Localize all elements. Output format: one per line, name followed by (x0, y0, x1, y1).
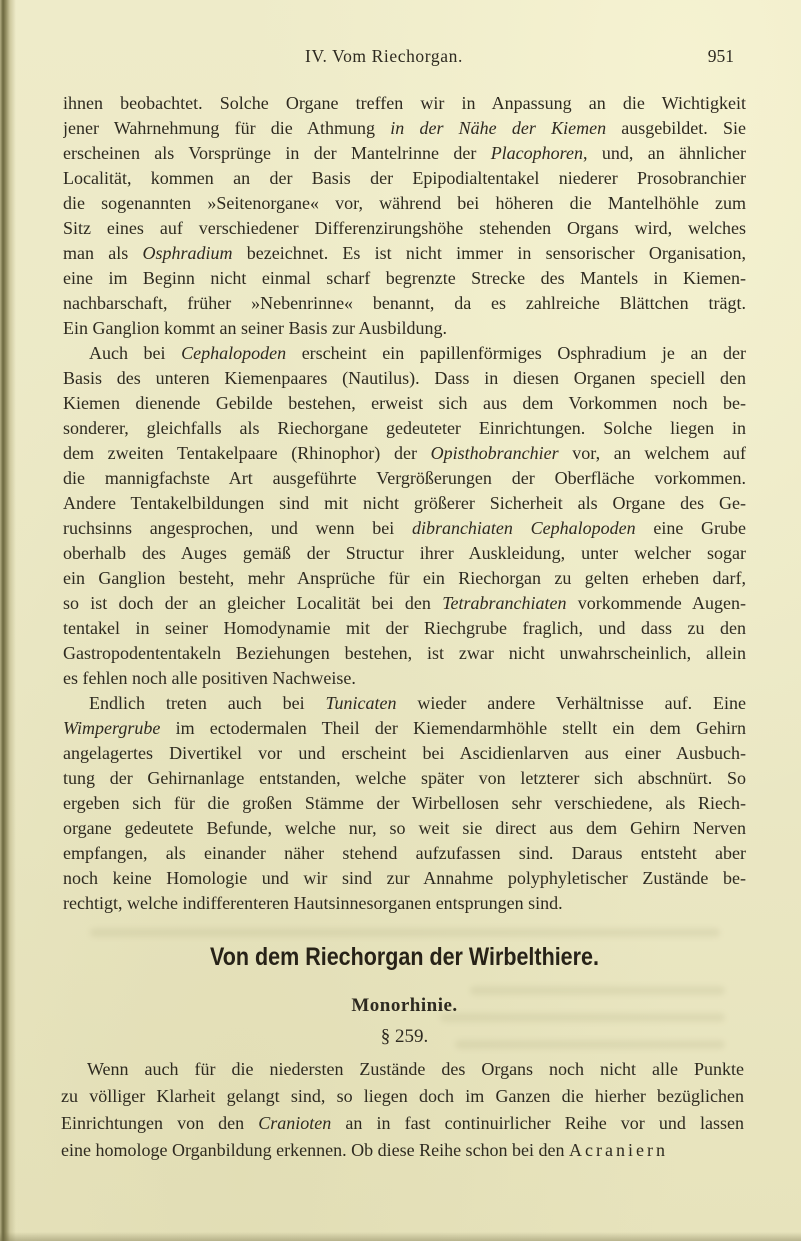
text-line: organe gedeutete Befunde, welche nur, so weit sie direct aus dem Gehirn Nerven (63, 818, 746, 838)
text-line: Sitz eines auf verschiedener Differenzirungshöhe stehenden Organs wird, welches (63, 218, 746, 238)
text-line: Localität, kommen an der Basis der Epipodialtentakel niederer Prosobranchier (63, 168, 746, 188)
text-line: Auch bei Cephalopoden erscheint ein papillenförmiges Osphradium je an der (89, 343, 746, 363)
section-title: Von dem Riechorgan der Wirbelthiere. (210, 943, 599, 971)
text-line: angelagertes Divertikel vor und erscheint bei Ascidienlarven aus einer Ausbuch- (63, 743, 746, 763)
section-paragraph-mark: § 259. (380, 1026, 429, 1047)
body-text-block (63, 91, 746, 916)
paragraph (63, 341, 746, 691)
text-line: eine im Beginn nicht einmal scharf begrenzte Strecke des Mantels in Kiemen- (63, 268, 746, 288)
text-line: ergeben sich für die großen Stämme der Wirbellosen sehr verschiedene, als Riech- (63, 793, 746, 813)
section-subtitle: Monorhinie. (351, 995, 458, 1016)
closing-text-block (61, 1056, 744, 1164)
binding-gutter (0, 0, 16, 1241)
text-line: Andere Tentakelbildungen sind mit nicht größerer Sicherheit als Organe des Ge- (63, 493, 746, 513)
text-line: Endlich treten auch bei Tunicaten wieder andere Verhältnisse auf. Eine (89, 693, 746, 713)
text-line: es fehlen noch alle positiven Nachweise. (63, 668, 356, 688)
text-line: sonderer, gleichfalls als Riechorgane gedeuteter Einrichtungen. Solche liegen in (63, 418, 746, 438)
text-line: tentakel in seiner Homodynamie mit der Riechgrube fraglich, und dass zu den (63, 618, 746, 638)
text-line: nachbarschaft, früher »Nebenrinne« benannt, da es zahlreiche Blättchen trägt. (63, 293, 746, 313)
text-line: zu völliger Klarheit gelangt sind, so liegen doch im Ganzen die hierher bezüglichen (61, 1086, 744, 1106)
text-line: rechtigt, welche indifferenteren Hautsinnesorganen entsprungen sind. (63, 893, 563, 913)
text-line: Wimpergrube im ectodermalen Theil der Kiemendarmhöhle stellt ein dem Gehirn (63, 718, 746, 738)
text-line: Kiemen dienende Gebilde bestehen, erweist sich aus dem Vorkommen noch be- (63, 393, 746, 413)
text-line: Wenn auch für die niedersten Zustände des Organs noch nicht alle Punkte (87, 1059, 744, 1079)
text-line: jener Wahrnehmung für die Athmung in der Nähe der Kiemen ausgebildet. Sie (63, 118, 746, 138)
page-bottom-shadow (0, 1232, 801, 1241)
text-line: ihnen beobachtet. Solche Organe treffen wir in Anpassung an die Wichtigkeit (63, 93, 746, 113)
show-through-text (90, 928, 720, 937)
text-line: empfangen, als einander näher stehend aufzufassen sind. Daraus entsteht aber (63, 843, 746, 863)
paragraph (63, 91, 746, 341)
text-line: eine homologe Organbildung erkennen. Ob diese Reihe schon bei den Acraniern (61, 1140, 669, 1160)
text-line: ein Ganglion besteht, mehr Ansprüche für ein Riechorgan zu gelten erheben darf, (63, 568, 746, 588)
text-line: erscheinen als Vorsprünge in der Mantelrinne der Placophoren, und, an ähnlicher (63, 143, 746, 163)
page-header (63, 45, 746, 67)
text-line: Gastropodententakeln Beziehungen bestehen, ist zwar nicht unwahrscheinlich, allein (63, 643, 746, 663)
text-line: man als Osphradium bezeichnet. Es ist nicht immer in sensorischer Organisation, (63, 243, 746, 263)
running-title: IV. Vom Riechorgan. (305, 46, 463, 66)
text-line: die mannigfachste Art ausgeführte Vergrößerungen der Oberfläche vorkommen. (63, 468, 746, 488)
text-line: die sogenannten »Seitenorgane« vor, während bei höheren die Mantelhöhle zum (63, 193, 746, 213)
text-line: tung der Gehirnanlage entstanden, welche später von letzterer sich abschnürt. So (63, 768, 746, 788)
paragraph (63, 691, 746, 916)
text-line: oberhalb des Auges gemäß der Structur ihrer Auskleidung, unter welcher sogar (63, 543, 746, 563)
text-line: dem zweiten Tentakelpaare (Rhinophor) der Opisthobranchier vor, an welchem auf (63, 443, 746, 463)
text-line: ruchsinns angesprochen, und wenn bei dibranchiaten Cephalopoden eine Grube (63, 518, 746, 538)
text-line: Ein Ganglion kommt an seiner Basis zur Ausbildung. (63, 318, 447, 338)
paragraph (61, 1056, 744, 1164)
page-number: 951 (707, 46, 734, 66)
text-line: Einrichtungen von den Cranioten an in fast continuirlicher Reihe vor und lassen (61, 1113, 744, 1133)
text-line: Basis des unteren Kiemenpaares (Nautilus). Dass in diesen Organen speciell den (63, 368, 746, 388)
text-line: noch keine Homologie und wir sind zur Annahme polyphyletischer Zustände be- (63, 868, 746, 888)
text-line: so ist doch der an gleicher Localität bei den Tetrabranchiaten vorkommende Augen- (63, 593, 746, 613)
